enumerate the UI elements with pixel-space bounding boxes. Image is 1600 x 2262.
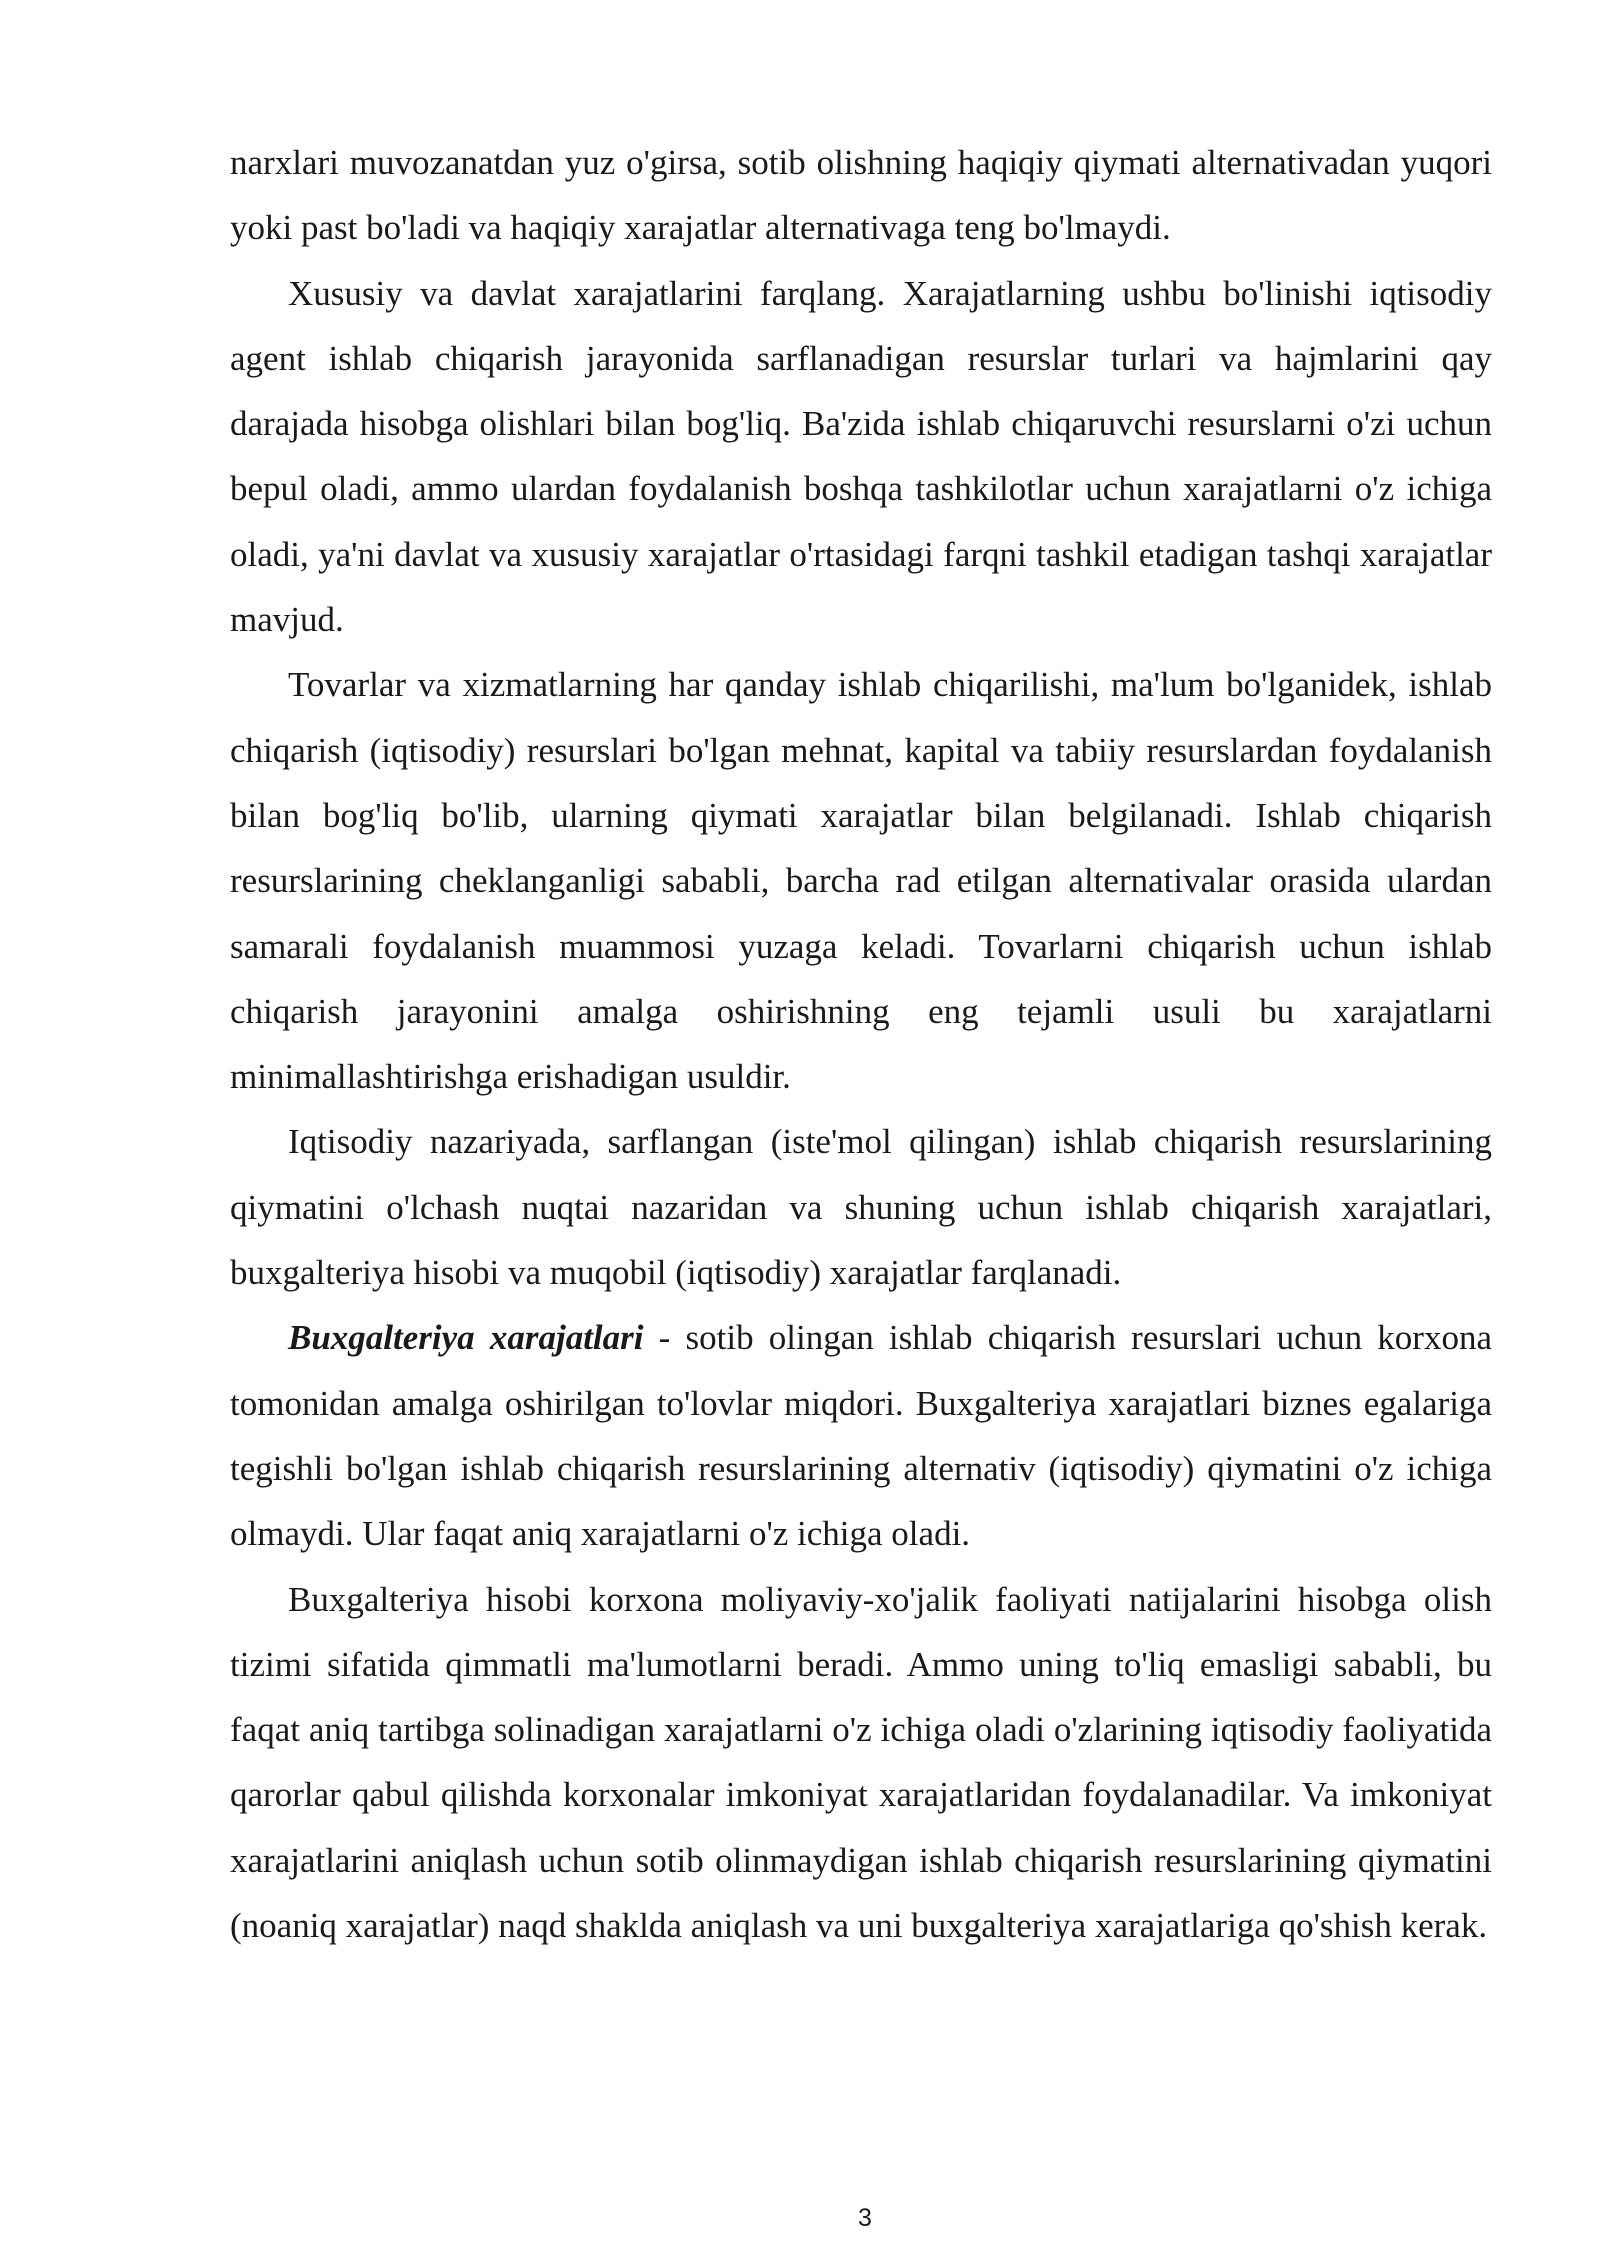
document-page [230,130,1492,1958]
paragraph-economic-theory: Iqtisodiy nazariyada, sarflangan (iste'mol qilingan) ishlab chiqarish resurslarining qiymatini o'lchash nuqtai nazaridan va shuning uchun ishlab chiqarish xarajatlari, buxgalteriya hisobi va muqobil (iqtisodiy) xarajatlar farqlanadi. [230,1122,1492,1293]
definition-accounting-costs: - sotib olingan ishlab chiqarish resurslari uchun korxona tomonidan amalga oshirilgan to'lovlar miqdori. Buxgalteriya xarajatlari biznes egalariga tegishli bo'lgan ishlab chiqarish resurslarining alternativ (iqtisodiy) qiymatini o'z ichiga olmaydi. Ular faqat aniq xarajatlarni o'z ichiga oladi. [230,1318,1492,1554]
paragraph-continuation: narxlari muvozanatdan yuz o'girsa, sotib olishning haqiqiy qiymati alternativadan yuqori yoki past bo'ladi va haqiqiy xarajatlar alternativaga teng bo'lmaydi. [230,143,1492,248]
paragraph-accounting-costs [230,1305,1492,1566]
term-accounting-costs: Buxgalteriya xarajatlari [288,1318,644,1358]
paragraph-production-resources: Tovarlar va xizmatlarning har qanday ishlab chiqarilishi, ma'lum bo'lganidek, ishlab chiqarish (iqtisodiy) resurslari bo'lgan mehnat, kapital va tabiiy resurslardan foydalanish bilan bog'liq bo'lib, ularning qiymati xarajatlar bilan belgilanadi. Ishlab chiqarish resurslarining cheklanganligi sababli, barcha rad etilgan alternativalar orasida ulardan samarali foydalanish muammosi yuzaga keladi. Tovarlarni chiqarish uchun ishlab chiqarish jarayonini amalga oshirishning eng tejamli usuli bu xarajatlarni minimallashtirishga erishadigan usuldir. [230,665,1492,1097]
paragraph-private-public-costs: Xususiy va davlat xarajatlarini farqlang. Xarajatlarning ushbu bo'linishi iqtisodiy agent ishlab chiqarish jarayonida sarflanadigan resurslar turlari va hajmlarini qay darajada hisobga olishlari bilan bog'liq. Ba'zida ishlab chiqaruvchi resurslarni o'zi uchun bepul oladi, ammo ulardan foydalanish boshqa tashkilotlar uchun xarajatlarni o'z ichiga oladi, ya'ni davlat va xususiy xarajatlar o'rtasidagi farqni tashkil etadigan tashqi xarajatlar mavjud. [230,273,1492,640]
paragraph-accounting-system: Buxgalteriya hisobi korxona moliyaviy-xo'jalik faoliyati natijalarini hisobga olish tizimi sifatida qimmatli ma'lumotlarni beradi. Ammo uning to'liq emasligi sababli, bu faqat aniq tartibga solinadigan xarajatlarni o'z ichiga oladi o'zlarining iqtisodiy faoliyatida qarorlar qabul qilishda korxonalar imkoniyat xarajatlaridan foydalanadilar. Va imkoniyat xarajatlarini aniqlash uchun sotib olinmaydigan ishlab chiqarish resurslarining qiymatini (noaniq xarajatlar) naqd shaklda aniqlash va uni buxgalteriya xarajatlariga qo'shish kerak. [230,1579,1492,1946]
page-number: 3 [858,2204,872,2232]
